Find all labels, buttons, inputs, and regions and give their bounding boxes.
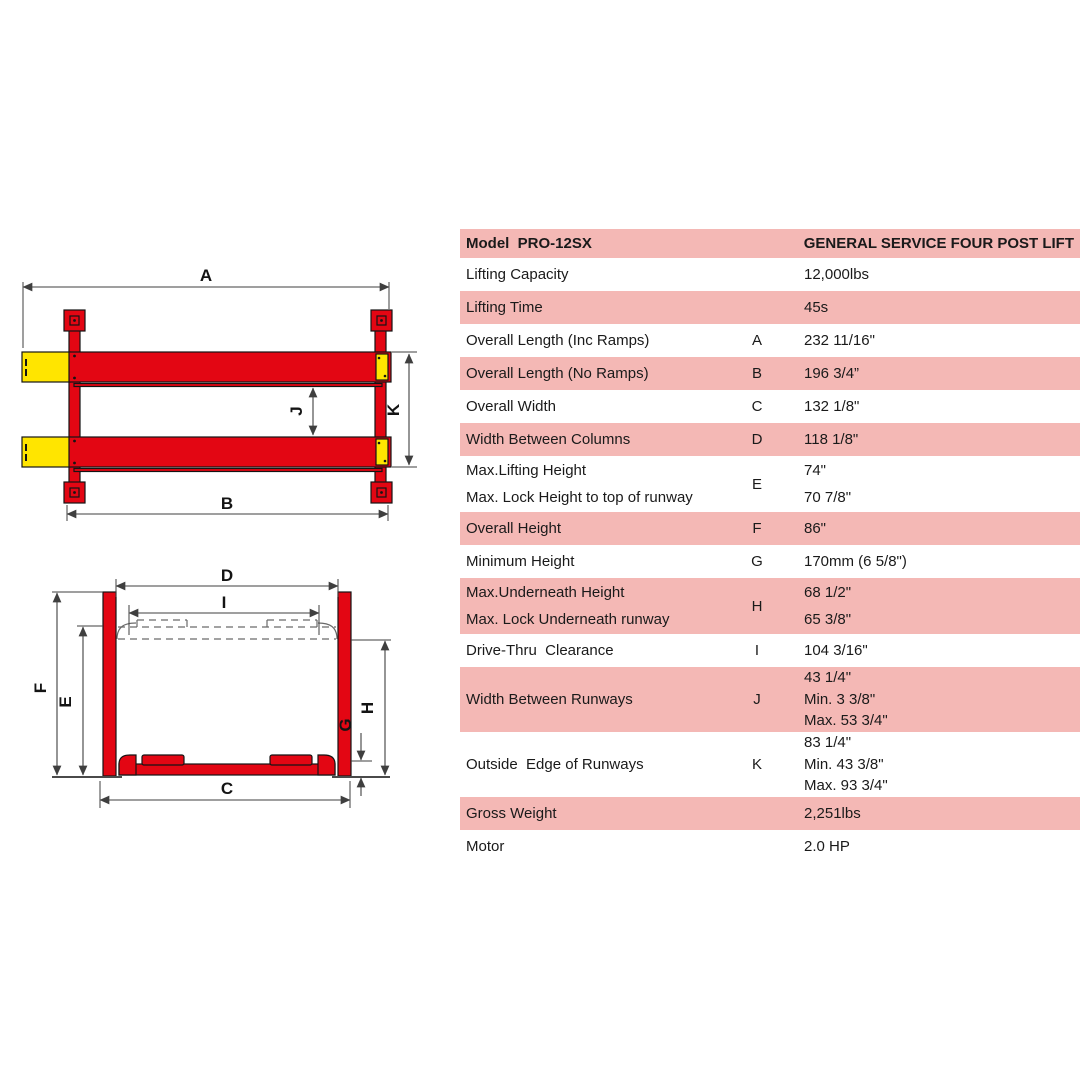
spec-label: Overall Length (Inc Ramps)	[466, 332, 650, 349]
spec-row	[460, 732, 1080, 797]
dim-label-h: H	[358, 701, 377, 715]
spec-label: Max.Underneath Height Max. Lock Underneath runway	[466, 584, 670, 628]
spec-dim-letter	[736, 258, 778, 291]
spec-value: 2,251lbs	[804, 805, 861, 822]
dim-d	[116, 566, 338, 597]
spec-dim-letter: K	[751, 755, 762, 773]
spec-row	[460, 423, 1080, 456]
spec-dim-letter: J	[753, 690, 761, 708]
spec-value: 118 1/8"	[804, 431, 859, 448]
spec-dim-letter: A	[751, 332, 762, 349]
dim-label-d: D	[220, 566, 234, 585]
spec-dim-letter: C	[751, 398, 763, 415]
spec-value: 74" 70 7/8"	[804, 462, 852, 506]
spec-value: 132 1/8"	[804, 398, 860, 415]
spec-label: Lifting Capacity	[466, 266, 569, 283]
dim-h	[351, 640, 391, 775]
dim-c	[100, 779, 350, 808]
spec-label: Gross Weight	[466, 805, 557, 822]
spec-label: Max.Lifting Height Max. Lock Height to top of runway	[466, 462, 693, 506]
spec-row	[460, 456, 1080, 512]
spec-dim-letter	[736, 797, 778, 830]
runways	[69, 352, 391, 472]
spec-label: Overall Width	[466, 398, 557, 415]
dim-b	[67, 494, 388, 521]
product-type-title: GENERAL SERVICE FOUR POST LIFT	[803, 235, 1074, 252]
spec-row	[460, 258, 1080, 291]
spec-dim-letter	[736, 291, 778, 324]
lift-posts	[64, 310, 392, 503]
approach-ramps	[22, 352, 70, 467]
lowered-runway	[119, 755, 335, 775]
spec-row	[460, 357, 1080, 390]
spec-row	[460, 667, 1080, 732]
spec-value: 83 1/4" Min. 43 3/8" Max. 93 3/4"	[804, 734, 888, 795]
dim-f	[31, 592, 103, 775]
spec-table-header	[460, 229, 1080, 258]
spec-row	[460, 545, 1080, 578]
spec-dim-letter: B	[751, 365, 762, 382]
spec-label: Overall Height	[466, 520, 562, 537]
dim-label-j: J	[287, 406, 306, 416]
spec-label: Outside Edge of Runways	[466, 755, 644, 773]
spec-dim-letter: H	[751, 597, 763, 615]
spec-label: Drive-Thru Clearance	[466, 642, 614, 659]
spec-value: 104 3/16"	[804, 642, 868, 659]
spec-dim-letter	[736, 830, 778, 863]
spec-value: 43 1/4" Min. 3 3/8" Max. 53 3/4"	[804, 669, 888, 730]
spec-row	[460, 324, 1080, 357]
spec-table	[460, 229, 1080, 863]
dim-label-g: G	[336, 718, 355, 732]
spec-value: 170mm (6 5/8")	[804, 553, 907, 570]
spec-row	[460, 830, 1080, 863]
dim-label-f: F	[31, 682, 50, 694]
spec-label: Minimum Height	[466, 553, 575, 570]
spec-row	[460, 390, 1080, 423]
spec-value: 196 3/4”	[804, 365, 860, 382]
spec-value: 68 1/2" 65 3/8"	[804, 584, 852, 628]
dim-label-c: C	[220, 779, 234, 798]
spec-dim-letter: E	[751, 475, 762, 493]
spec-label: Lifting Time	[466, 299, 543, 316]
dim-label-a: A	[199, 266, 213, 285]
dim-label-e: E	[56, 696, 75, 708]
raised-runway-dashed	[117, 620, 337, 639]
spec-row	[460, 291, 1080, 324]
dim-i	[129, 593, 319, 635]
front-view-diagram	[20, 553, 440, 833]
spec-value: 12,000lbs	[804, 266, 870, 283]
spec-value: 2.0 HP	[804, 838, 850, 855]
spec-row	[460, 512, 1080, 545]
spec-table-rows	[460, 258, 1080, 863]
dim-j	[287, 388, 313, 435]
spec-label: Width Between Runways	[466, 690, 633, 708]
spec-value: 86"	[804, 520, 827, 537]
spec-value: 45s	[804, 299, 829, 316]
dim-label-i: I	[221, 593, 227, 612]
dim-label-k: K	[384, 403, 403, 417]
dim-e	[56, 626, 103, 775]
spec-row	[460, 634, 1080, 667]
spec-dim-letter: D	[751, 431, 763, 448]
spec-value: 232 11/16"	[804, 332, 875, 349]
spec-row	[460, 578, 1080, 634]
spec-dim-letter: G	[751, 553, 763, 570]
model-name: Model PRO-12SX	[466, 235, 592, 252]
spec-dim-letter: F	[752, 520, 762, 537]
spec-row	[460, 797, 1080, 830]
spec-label: Width Between Columns	[466, 431, 631, 448]
spec-label: Overall Length (No Ramps)	[466, 365, 649, 382]
spec-label: Motor	[466, 838, 505, 855]
top-view-diagram	[0, 258, 440, 528]
dim-label-b: B	[220, 494, 234, 513]
spec-dim-letter: I	[754, 642, 760, 659]
